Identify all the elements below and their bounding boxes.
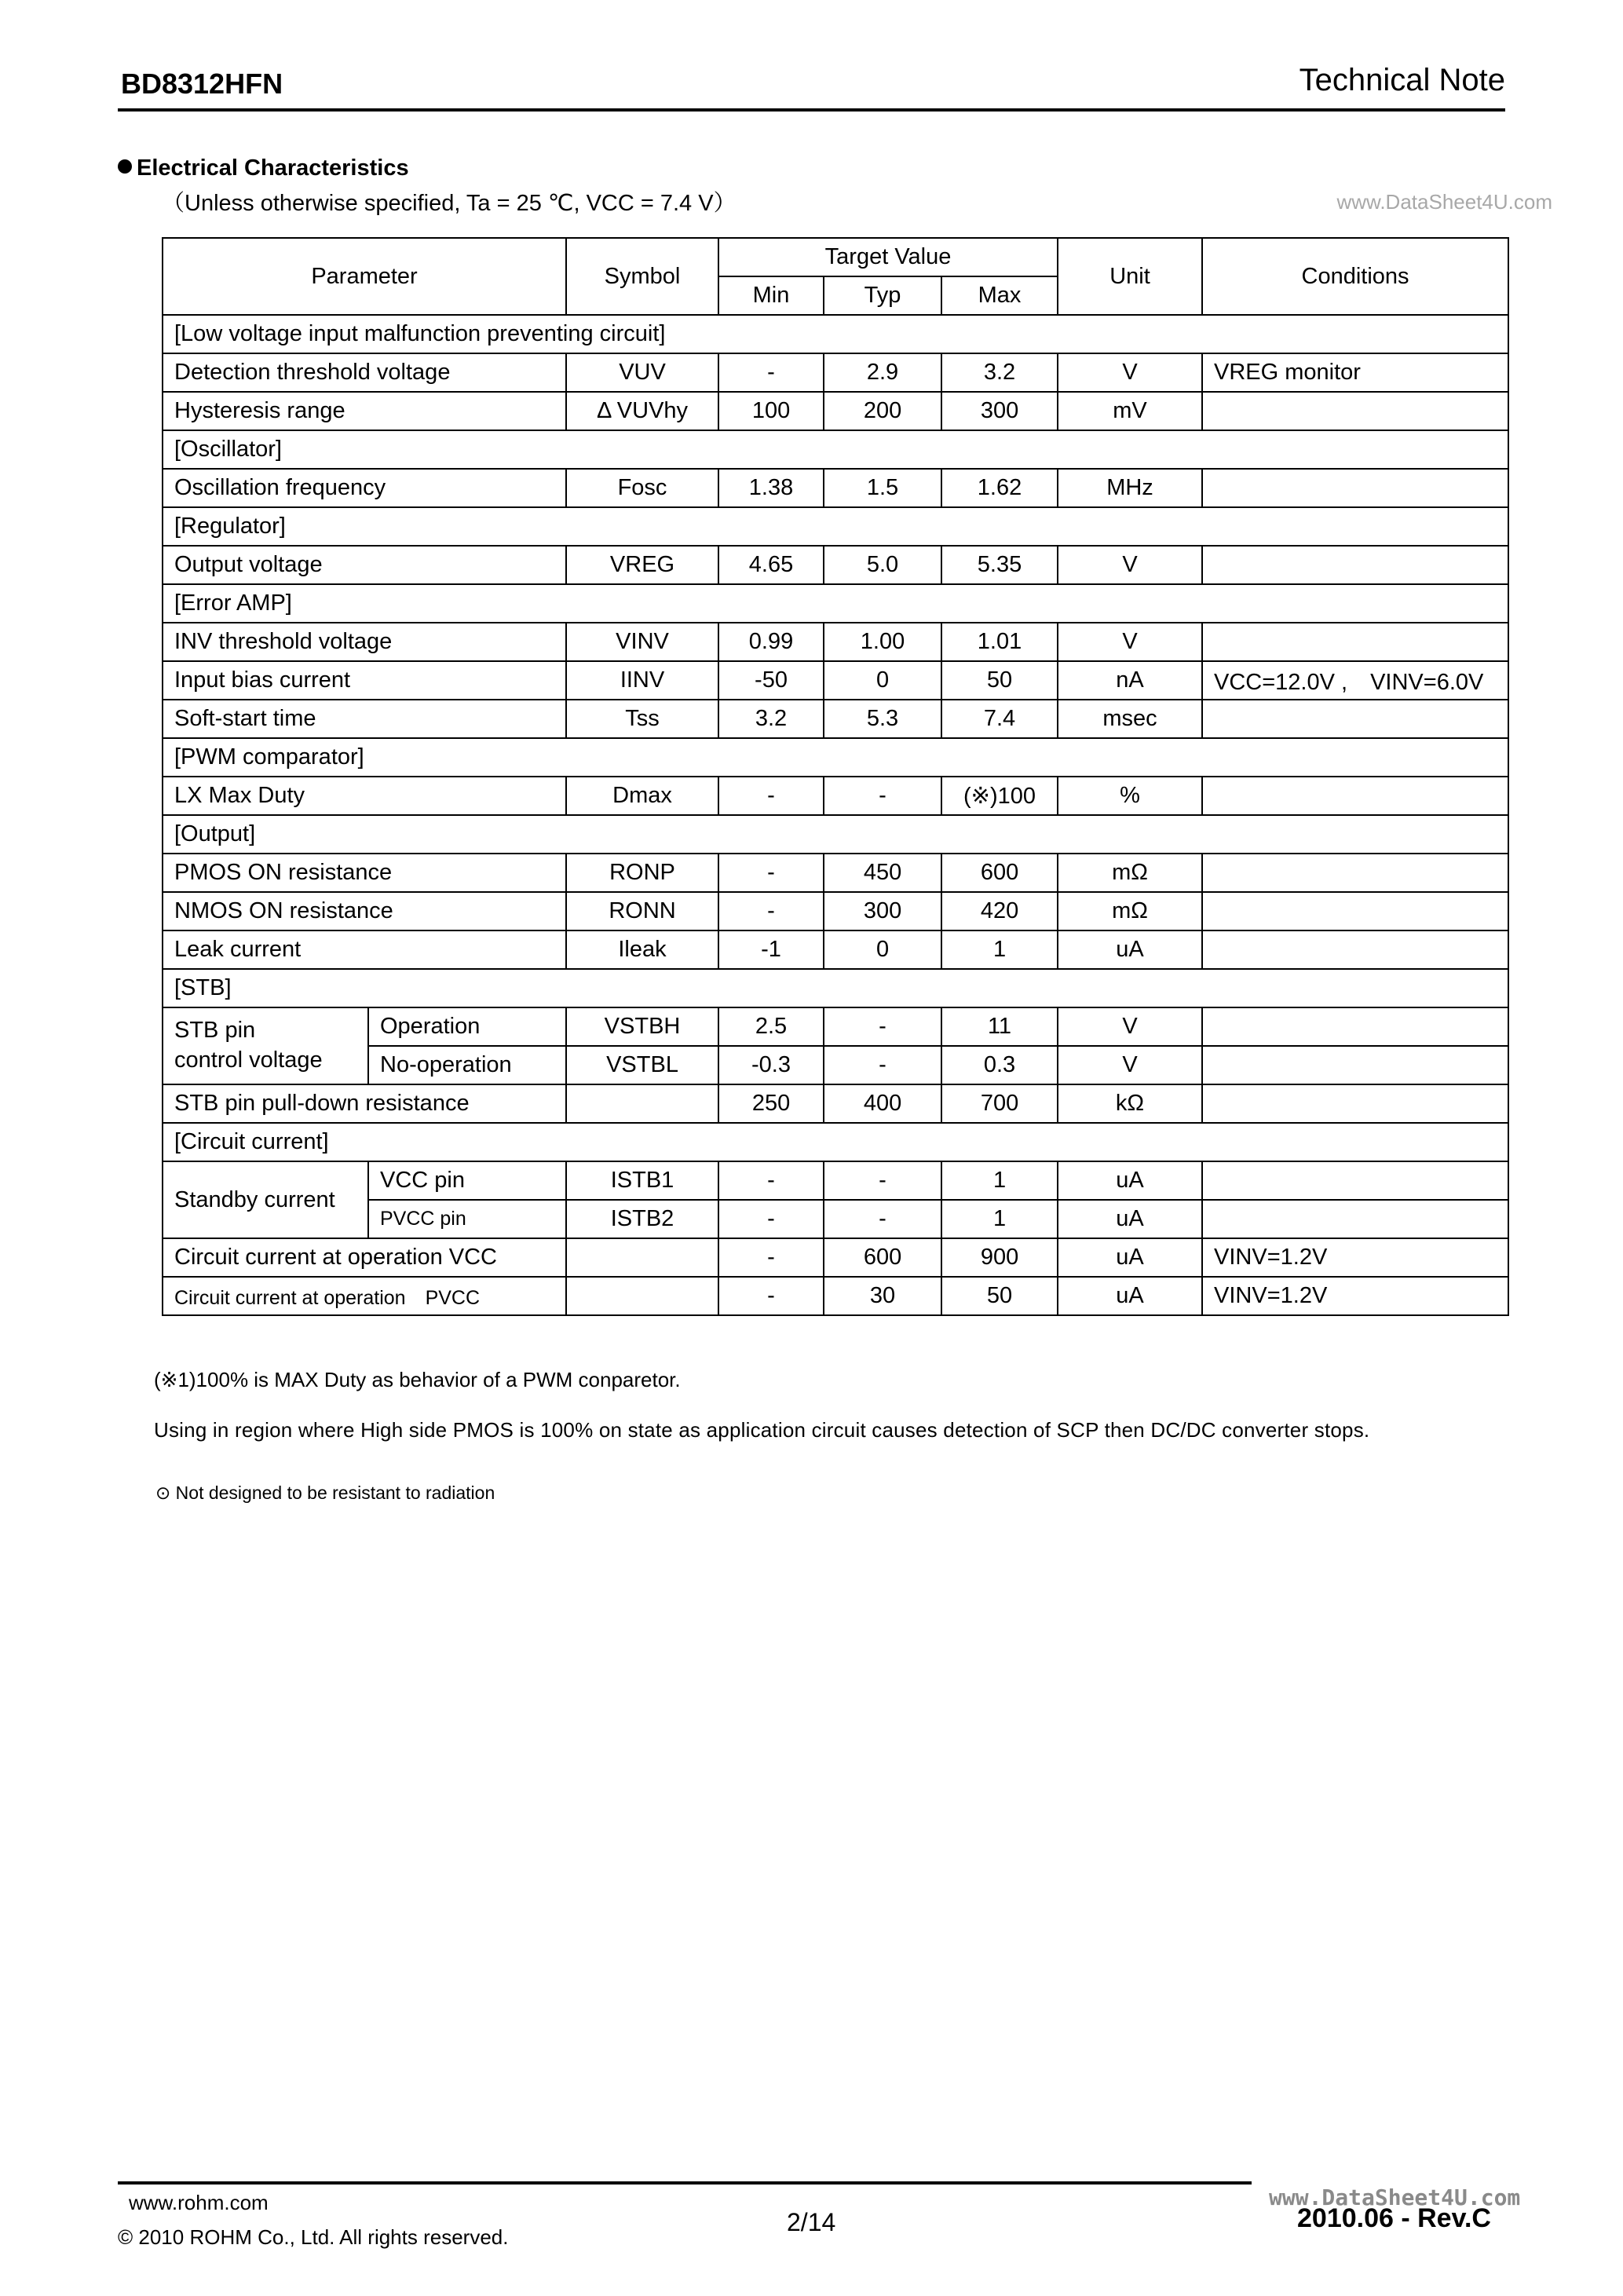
table-row bbox=[163, 1238, 1508, 1277]
cell-min: 2.5 bbox=[718, 1007, 824, 1046]
table-row bbox=[163, 700, 1508, 738]
cell-typ: 5.0 bbox=[824, 546, 941, 584]
cell-parameter: Hysteresis range bbox=[163, 392, 566, 430]
cell-parameter: PMOS ON resistance bbox=[163, 854, 566, 892]
cell-max: 700 bbox=[941, 1084, 1058, 1123]
section-heading-text: Electrical Characteristics bbox=[137, 155, 409, 181]
cell-max: 1.62 bbox=[941, 469, 1058, 507]
header-symbol: Symbol bbox=[566, 238, 718, 315]
cell-symbol: VSTBL bbox=[566, 1046, 718, 1084]
cell-conditions bbox=[1202, 1161, 1508, 1200]
cell-conditions bbox=[1202, 392, 1508, 430]
cell-min: 0.99 bbox=[718, 623, 824, 661]
cell-symbol: Tss bbox=[566, 700, 718, 738]
section-row bbox=[163, 1123, 1508, 1161]
cell-parameter: Circuit current at operation PVCC bbox=[163, 1277, 566, 1315]
cell-typ: - bbox=[824, 1007, 941, 1046]
cell-symbol: RONP bbox=[566, 854, 718, 892]
cell-symbol: ISTB1 bbox=[566, 1161, 718, 1200]
cell-min: - bbox=[718, 1277, 824, 1315]
cell-parameter: Oscillation frequency bbox=[163, 469, 566, 507]
cell-unit: mV bbox=[1058, 392, 1202, 430]
cell-unit: mΩ bbox=[1058, 854, 1202, 892]
section-label: [PWM comparator] bbox=[163, 738, 1508, 777]
cell-conditions bbox=[1202, 1046, 1508, 1084]
header-unit: Unit bbox=[1058, 238, 1202, 315]
footer-rule bbox=[118, 2181, 1252, 2184]
section-row bbox=[163, 507, 1508, 546]
cell-unit: nA bbox=[1058, 661, 1202, 700]
cell-symbol: Δ VUVhy bbox=[566, 392, 718, 430]
cell-unit: V bbox=[1058, 623, 1202, 661]
table-row bbox=[163, 392, 1508, 430]
cell-symbol: IINV bbox=[566, 661, 718, 700]
cell-conditions bbox=[1202, 1084, 1508, 1123]
note-radiation: ⊙ Not designed to be resistant to radiation bbox=[155, 1483, 495, 1503]
cell-unit: uA bbox=[1058, 930, 1202, 969]
section-label: [Oscillator] bbox=[163, 430, 1508, 469]
cell-subparameter: Operation bbox=[368, 1007, 566, 1046]
cell-max: (※)100 bbox=[941, 777, 1058, 815]
cell-typ: 1.00 bbox=[824, 623, 941, 661]
cell-typ: 200 bbox=[824, 392, 941, 430]
cell-typ: 5.3 bbox=[824, 700, 941, 738]
table-row bbox=[163, 623, 1508, 661]
cell-max: 1 bbox=[941, 1200, 1058, 1238]
cell-unit: % bbox=[1058, 777, 1202, 815]
cell-conditions: VREG monitor bbox=[1202, 353, 1508, 392]
header-typ: Typ bbox=[824, 276, 941, 315]
cell-unit: uA bbox=[1058, 1161, 1202, 1200]
cell-parameter: Circuit current at operation VCC bbox=[163, 1238, 566, 1277]
cell-unit: MHz bbox=[1058, 469, 1202, 507]
cell-typ: 2.9 bbox=[824, 353, 941, 392]
cell-min: 4.65 bbox=[718, 546, 824, 584]
cell-unit: uA bbox=[1058, 1200, 1202, 1238]
cell-subparameter: VCC pin bbox=[368, 1161, 566, 1200]
cell-typ: - bbox=[824, 1046, 941, 1084]
cell-unit: uA bbox=[1058, 1277, 1202, 1315]
table-row bbox=[163, 1007, 1508, 1046]
cell-min: - bbox=[718, 353, 824, 392]
bullet-icon bbox=[118, 159, 132, 174]
cell-min: - bbox=[718, 854, 824, 892]
cell-min: - bbox=[718, 1161, 824, 1200]
cell-symbol: Fosc bbox=[566, 469, 718, 507]
cell-typ: 30 bbox=[824, 1277, 941, 1315]
cell-min: -1 bbox=[718, 930, 824, 969]
section-label: [Error AMP] bbox=[163, 584, 1508, 623]
revision-label: 2010.06 - Rev.C bbox=[1297, 2203, 1491, 2233]
cell-parameter: Leak current bbox=[163, 930, 566, 969]
table-row bbox=[163, 353, 1508, 392]
cell-subparameter: PVCC pin bbox=[368, 1200, 566, 1238]
table-row bbox=[163, 661, 1508, 700]
cell-unit: V bbox=[1058, 546, 1202, 584]
cell-symbol: VINV bbox=[566, 623, 718, 661]
table-row bbox=[163, 930, 1508, 969]
cell-max: 5.35 bbox=[941, 546, 1058, 584]
cell-parameter: Input bias current bbox=[163, 661, 566, 700]
cell-max: 1 bbox=[941, 930, 1058, 969]
note-scp-detection: Using in region where High side PMOS is 100% on state as application circuit causes detection of SCP then DC/DC converter stops. bbox=[154, 1418, 1370, 1442]
cell-conditions: VCC=12.0V , VINV=6.0V bbox=[1202, 661, 1508, 700]
header-target-value: Target Value bbox=[718, 238, 1058, 276]
cell-conditions bbox=[1202, 777, 1508, 815]
table-row bbox=[163, 469, 1508, 507]
cell-conditions bbox=[1202, 1200, 1508, 1238]
cell-parameter: INV threshold voltage bbox=[163, 623, 566, 661]
cell-conditions bbox=[1202, 469, 1508, 507]
cell-symbol: Dmax bbox=[566, 777, 718, 815]
section-label: [Low voltage input malfunction preventing circuit] bbox=[163, 315, 1508, 353]
section-row bbox=[163, 315, 1508, 353]
header-max: Max bbox=[941, 276, 1058, 315]
section-label: [Regulator] bbox=[163, 507, 1508, 546]
document-title: BD8312HFN bbox=[121, 68, 283, 100]
header-min: Min bbox=[718, 276, 824, 315]
cell-parameter: Output voltage bbox=[163, 546, 566, 584]
cell-max: 0.3 bbox=[941, 1046, 1058, 1084]
cell-parameter: NMOS ON resistance bbox=[163, 892, 566, 930]
cell-unit: msec bbox=[1058, 700, 1202, 738]
cell-conditions bbox=[1202, 623, 1508, 661]
cell-unit: V bbox=[1058, 353, 1202, 392]
cell-max: 900 bbox=[941, 1238, 1058, 1277]
cell-symbol: VREG bbox=[566, 546, 718, 584]
cell-min: - bbox=[718, 1238, 824, 1277]
cell-max: 300 bbox=[941, 392, 1058, 430]
cell-parameter: STB pin pull-down resistance bbox=[163, 1084, 566, 1123]
cell-symbol: VSTBH bbox=[566, 1007, 718, 1046]
cell-typ: 1.5 bbox=[824, 469, 941, 507]
cell-symbol: Ileak bbox=[566, 930, 718, 969]
cell-conditions bbox=[1202, 700, 1508, 738]
cell-typ: 0 bbox=[824, 930, 941, 969]
footnote-max-duty: (※1)100% is MAX Duty as behavior of a PWM conparetor. bbox=[154, 1368, 681, 1391]
header-conditions: Conditions bbox=[1202, 238, 1508, 315]
cell-typ: - bbox=[824, 1161, 941, 1200]
section-label: [Output] bbox=[163, 815, 1508, 854]
table-row bbox=[163, 854, 1508, 892]
cell-unit: V bbox=[1058, 1007, 1202, 1046]
stb-control-voltage-label bbox=[163, 1007, 368, 1084]
cell-symbol: ISTB2 bbox=[566, 1200, 718, 1238]
cell-typ: 400 bbox=[824, 1084, 941, 1123]
footer-watermark: www.DataSheet4U.com bbox=[1269, 2184, 1521, 2210]
cell-max: 50 bbox=[941, 1277, 1058, 1315]
section-row bbox=[163, 430, 1508, 469]
section-subheading: （Unless otherwise specified, Ta = 25 ℃, VCC = 7.4 V） bbox=[162, 191, 737, 216]
cell-parameter: Soft-start time bbox=[163, 700, 566, 738]
electrical-characteristics-table bbox=[162, 237, 1509, 1316]
cell-min: - bbox=[718, 777, 824, 815]
document-type: Technical Note bbox=[1299, 63, 1505, 97]
header-parameter: Parameter bbox=[163, 238, 566, 315]
cell-symbol bbox=[566, 1084, 718, 1123]
cell-conditions: VINV=1.2V bbox=[1202, 1277, 1508, 1315]
section-heading bbox=[118, 155, 409, 181]
table-row bbox=[163, 1161, 1508, 1200]
cell-min: 250 bbox=[718, 1084, 824, 1123]
cell-min: 3.2 bbox=[718, 700, 824, 738]
header-rule bbox=[118, 108, 1505, 112]
cell-typ: - bbox=[824, 777, 941, 815]
cell-conditions: VINV=1.2V bbox=[1202, 1238, 1508, 1277]
cell-conditions bbox=[1202, 930, 1508, 969]
table-header-row bbox=[163, 238, 1508, 276]
table-row bbox=[163, 777, 1508, 815]
cell-parameter: Detection threshold voltage bbox=[163, 353, 566, 392]
cell-conditions bbox=[1202, 1007, 1508, 1046]
cell-unit: V bbox=[1058, 1046, 1202, 1084]
cell-max: 1.01 bbox=[941, 623, 1058, 661]
table-row bbox=[163, 892, 1508, 930]
table-row bbox=[163, 1084, 1508, 1123]
cell-min: -0.3 bbox=[718, 1046, 824, 1084]
section-row bbox=[163, 584, 1508, 623]
cell-unit: mΩ bbox=[1058, 892, 1202, 930]
cell-unit: kΩ bbox=[1058, 1084, 1202, 1123]
cell-min: - bbox=[718, 1200, 824, 1238]
table-row bbox=[163, 546, 1508, 584]
footer-url: www.rohm.com bbox=[129, 2191, 269, 2214]
footer-copyright: © 2010 ROHM Co., Ltd. All rights reserved. bbox=[118, 2225, 509, 2249]
cell-typ: 600 bbox=[824, 1238, 941, 1277]
cell-parameter: LX Max Duty bbox=[163, 777, 566, 815]
cell-symbol bbox=[566, 1238, 718, 1277]
standby-current-label: Standby current bbox=[163, 1161, 368, 1238]
cell-conditions bbox=[1202, 854, 1508, 892]
cell-max: 3.2 bbox=[941, 353, 1058, 392]
stb-label-line-2: control voltage bbox=[174, 1047, 323, 1073]
cell-max: 11 bbox=[941, 1007, 1058, 1046]
cell-subparameter: No-operation bbox=[368, 1046, 566, 1084]
cell-typ: 0 bbox=[824, 661, 941, 700]
cell-symbol: VUV bbox=[566, 353, 718, 392]
stb-label-line-1: STB pin bbox=[174, 1018, 256, 1044]
cell-min: 100 bbox=[718, 392, 824, 430]
cell-min: -50 bbox=[718, 661, 824, 700]
section-row bbox=[163, 738, 1508, 777]
cell-conditions bbox=[1202, 546, 1508, 584]
cell-typ: 450 bbox=[824, 854, 941, 892]
cell-typ: - bbox=[824, 1200, 941, 1238]
cell-max: 1 bbox=[941, 1161, 1058, 1200]
cell-conditions bbox=[1202, 892, 1508, 930]
cell-max: 50 bbox=[941, 661, 1058, 700]
watermark: www.DataSheet4U.com bbox=[1336, 190, 1552, 214]
section-row bbox=[163, 969, 1508, 1007]
cell-symbol: RONN bbox=[566, 892, 718, 930]
cell-symbol bbox=[566, 1277, 718, 1315]
cell-typ: 300 bbox=[824, 892, 941, 930]
cell-max: 7.4 bbox=[941, 700, 1058, 738]
cell-min: 1.38 bbox=[718, 469, 824, 507]
cell-max: 420 bbox=[941, 892, 1058, 930]
section-label: [Circuit current] bbox=[163, 1123, 1508, 1161]
section-label: [STB] bbox=[163, 969, 1508, 1007]
cell-max: 600 bbox=[941, 854, 1058, 892]
section-row bbox=[163, 815, 1508, 854]
table-row bbox=[163, 1277, 1508, 1315]
cell-unit: uA bbox=[1058, 1238, 1202, 1277]
page-number: 2/14 bbox=[787, 2208, 836, 2236]
cell-min: - bbox=[718, 892, 824, 930]
